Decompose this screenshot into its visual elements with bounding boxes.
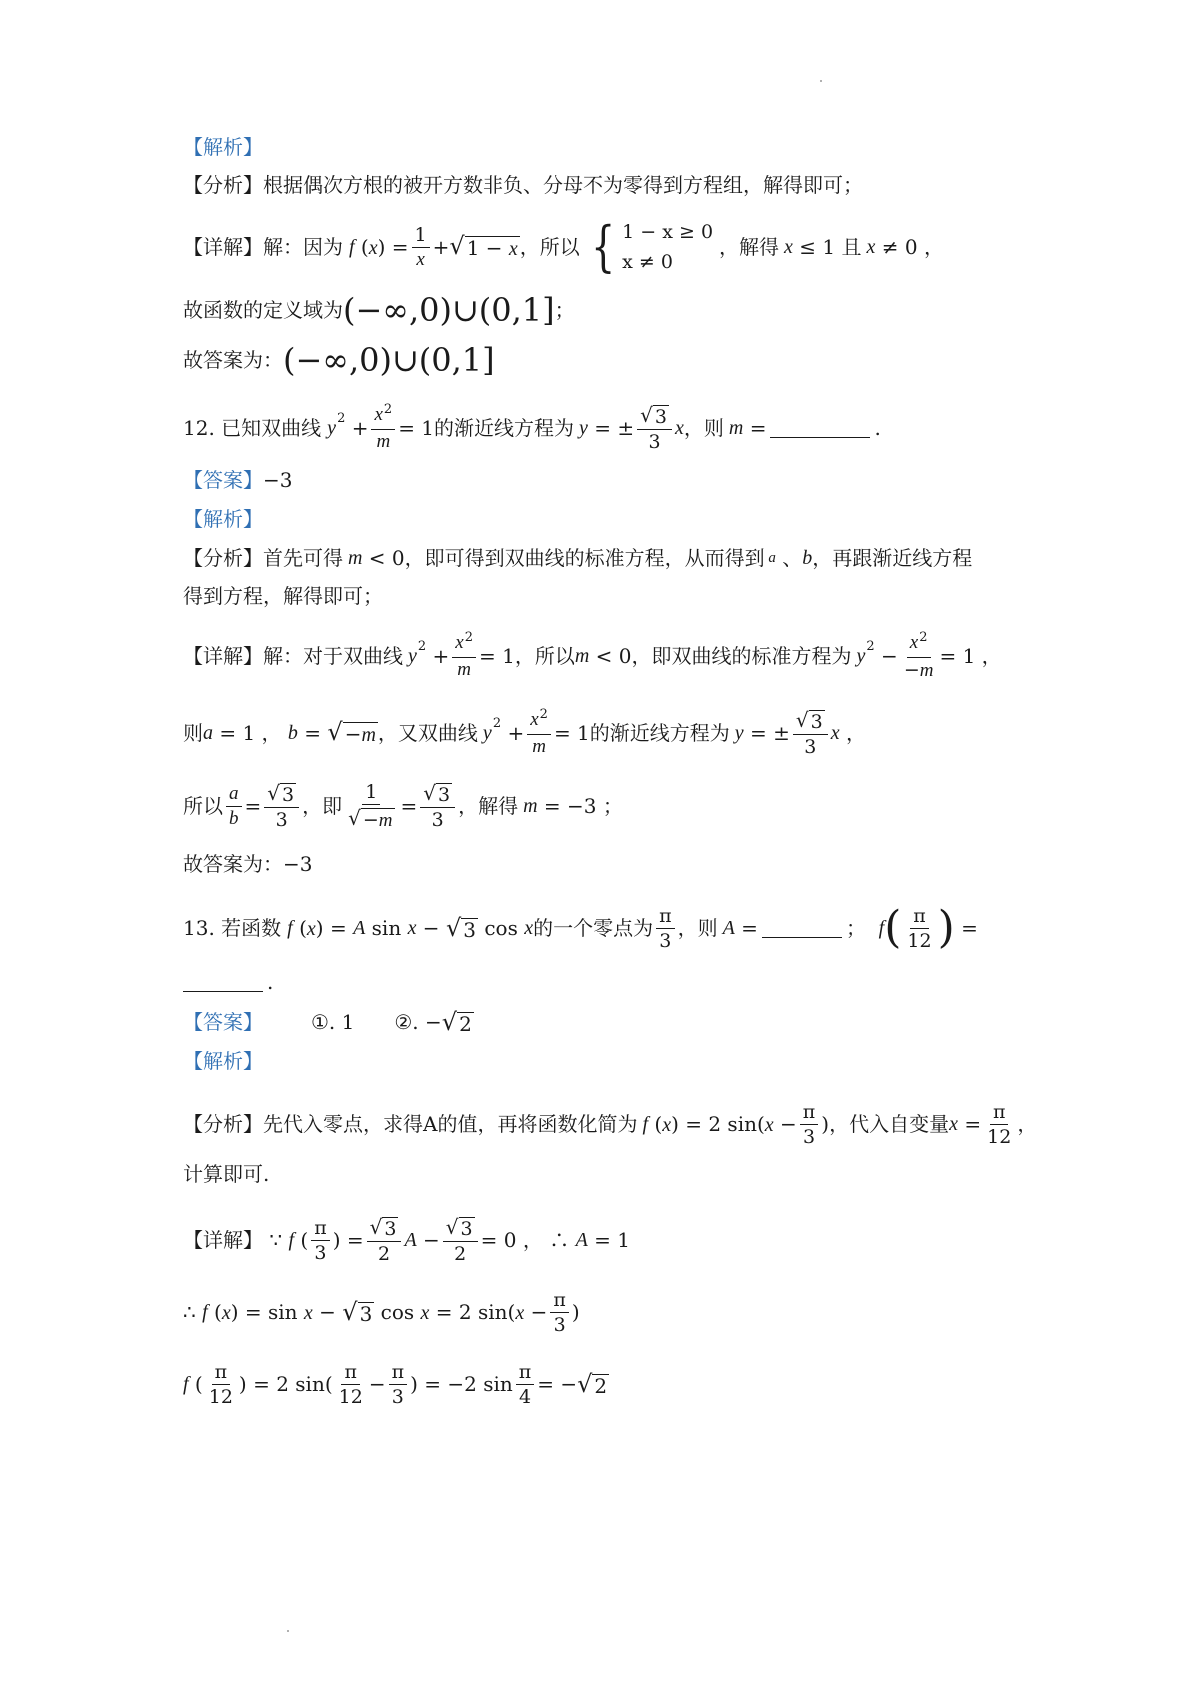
system-row-2: x ≠ 0 <box>622 251 673 273</box>
sqrt-3: √ 3 <box>445 913 476 942</box>
q12-xj-1: 解：对于双曲线 <box>263 644 403 668</box>
fraction-1-over-x: $\frac{1}{x}$ <box>412 224 430 271</box>
q13-stem: 13. 若函数 f (x) = A sin x − √ 3 cos x 的一个零点为 $\frac{\pi}{3}$ ，则 A = ； f ( $\frac{\pi}{12}$ ) = <box>183 902 978 953</box>
q11-fenxi <box>183 171 1050 199</box>
q12-ji: ，即 <box>302 794 343 818</box>
tag-fenxi: 【分析】 <box>183 546 263 570</box>
q12-final-label: 故答案为： <box>183 852 283 876</box>
q12-fenxi-1: 首先可得 <box>263 546 343 570</box>
fraction-pi-over-12: $\frac{\pi}{12}$ <box>907 904 932 952</box>
q11-xiangjie: 【详解】 解：因为 f (x) = $\frac{1}{x}$ + √ 1 − x ，所以 { 1 − x ≥ 0 x ≠ 0 ，解得 x ≤ 1 且 x ≠ 0 ， <box>183 215 944 278</box>
q11-answer-label: 故答案为： <box>183 348 283 372</box>
q12-jiexi-heading <box>183 505 1050 533</box>
tag-xiangjie: 【详解】 <box>183 235 263 259</box>
q11-domain-label: 故函数的定义域为 <box>183 298 343 322</box>
q13-stem-mid: 的一个零点为 <box>533 916 654 940</box>
sqrt-1-minus-x: √ 1 − x <box>449 232 518 260</box>
fraction-pi-over-12: $\frac{\pi}{12}$ <box>338 1360 363 1408</box>
fraction-x2-over-m: $\frac{x^2}{m}$ <box>371 403 395 453</box>
fraction-sqrt3-over-3: √ 3 3 <box>793 708 828 758</box>
q12-final-line <box>183 850 1050 878</box>
q13-answer-line: 【答案】 ①. 1 ②. − √ 2 <box>183 1007 472 1036</box>
q12-ab-line: 则 a = 1 ， b = √ −m ，又双曲线 y 2 + $\frac{x^2}{m}$ = 1 的渐近线方程为 y = ± √ 3 3 x ， <box>183 707 866 758</box>
q12-fenxi: 【分析】 首先可得 m < 0 ，即可得到双曲线的标准方程，从而得到 a 、 b ，再跟渐近线方程 <box>183 546 973 570</box>
q12-jiede: ，解得 <box>458 794 519 818</box>
q12-fenxi-2: ，即可得到双曲线的标准方程，从而得到 <box>404 546 765 570</box>
scan-speck <box>820 80 822 82</box>
fraction-1-over-sqrt-neg-m: 1 √ −m <box>348 780 393 831</box>
q12-stem-pre: 12. 已知双曲线 <box>183 416 322 440</box>
q11-domain-value: (−∞,0)∪(0,1] <box>343 291 555 329</box>
math-f: f <box>349 236 355 258</box>
q12-ratio-line: 所以 $\frac{a}{b}$ = √ 3 3 ，即 1 √ −m = √ 3 3 ，解得 m = −3 ； <box>183 780 623 831</box>
fraction-sqrt3-over-2: √ 3 2 <box>367 1215 402 1265</box>
q12-fenxi-3: ，再跟渐近线方程 <box>812 546 973 570</box>
q12-jianjin: 的渐近线方程为 <box>589 721 730 745</box>
q12-stem-post: ，则 <box>683 416 724 440</box>
q12-answer: −3 <box>263 468 293 492</box>
jiexi-heading <box>183 133 1050 161</box>
q13-fenxi-line2 <box>183 1160 1050 1188</box>
q12-stem: 12. 已知双曲线 y 2 + $\frac{x^2}{m}$ = 1 的渐近线方程为 y = ± √ 3 3 x ，则 m = . <box>183 402 881 453</box>
q12-fenxi-line2 <box>183 582 1050 610</box>
q13-xiangjie: 【详解】 ∵ f ( $\frac{\pi}{3}$ ) = √ 3 2 A − √ 3 2 = 0 ， ∴ A = 1 <box>183 1215 630 1265</box>
sqrt-2: √ 2 <box>577 1369 608 1398</box>
tag-fenxi: 【分析】 <box>183 173 263 197</box>
fraction-pi-over-12: $\frac{\pi}{12}$ <box>987 1100 1012 1148</box>
q12-suoyi: 所以 <box>183 794 223 818</box>
q12-final-value: −3 <box>283 852 313 876</box>
q11-xj-jie: 解：因为 <box>263 235 343 259</box>
q11-xj-jiede: ，解得 <box>719 235 780 259</box>
q13-evaluate-line: f ( $\frac{\pi}{12}$ ) = 2 sin( $\frac{\pi}{12}$ − $\frac{\pi}{3}$ ) = −2 sin $\frac{\pi}{4}$ = − √ 2 <box>183 1360 608 1408</box>
fraction-a-over-b: $\frac{a}{b}$ <box>226 783 242 830</box>
q13-fenxi: 【分析】 先代入零点，求得A的值，再将函数化简为 f (x) = 2 sin(x − $\frac{\pi}{3}$ ) ，代入自变量 x = $\frac{\pi}{12}$ ， <box>183 1100 1038 1148</box>
q12-answer-blank <box>770 419 870 438</box>
fraction-pi-over-12: $\frac{\pi}{12}$ <box>208 1360 233 1408</box>
q13-answer-1: ①. 1 <box>311 1010 355 1034</box>
fraction-pi-over-3: $\frac{\pi}{3}$ <box>389 1361 408 1408</box>
q13-fenxi-1: 先代入零点，求得A的值，再将函数化简为 <box>263 1112 638 1136</box>
tag-daan: 【答案】 <box>183 468 263 492</box>
equation-system: { 1 − x ≥ 0 x ≠ 0 <box>590 215 714 278</box>
tag-jiexi: 【解析】 <box>183 135 263 159</box>
q12-fenxi-line2-text: 得到方程，解得即可； <box>183 584 383 608</box>
q13-stem-pre: 13. 若函数 <box>183 916 282 940</box>
fraction-sqrt3-over-3: √ 3 3 <box>637 403 672 453</box>
q11-fenxi-text: 根据偶次方根的被开方数非负、分母不为零得到方程组，解得即可； <box>263 173 863 197</box>
sqrt-2: √ 2 <box>441 1007 472 1036</box>
q11-answer-value: (−∞,0)∪(0,1] <box>283 341 495 379</box>
q13-fenxi-line2-text: 计算即可. <box>183 1162 270 1186</box>
tag-xiangjie: 【详解】 <box>183 1228 263 1252</box>
q11-xj-suoyi: ，所以 <box>519 235 580 259</box>
q13-answer-blank-1 <box>762 919 842 938</box>
fraction-x2-over-m: $\frac{x^2}{m}$ <box>527 708 551 758</box>
q13-fenxi-2: ，代入自变量 <box>829 1112 950 1136</box>
q13-answer-blank-2 <box>183 973 263 992</box>
tag-jiexi: 【解析】 <box>183 507 263 531</box>
fraction-pi-over-3: $\frac{\pi}{3}$ <box>800 1101 819 1148</box>
q11-xj-qie: 且 <box>841 235 862 259</box>
q12-xiangjie: 【详解】 解：对于双曲线 y 2 + $\frac{x^2}{m}$ = 1 ，所以 m < 0 ，即双曲线的标准方程为 y 2 − $\frac{x^2}{-m}$ = 1 ， <box>183 629 1002 681</box>
tag-daan: 【答案】 <box>183 1010 263 1034</box>
fraction-sqrt3-over-3: √ 3 3 <box>420 781 455 831</box>
q12-xj-2: ，所以 <box>514 644 575 668</box>
q13-jiexi-heading <box>183 1047 1050 1075</box>
math-paren: (x) = <box>354 234 409 259</box>
q12-xj-3: ，即双曲线的标准方程为 <box>631 644 852 668</box>
sqrt-neg-m: √ −m <box>327 718 376 746</box>
q12-stem-mid: 的渐近线方程为 <box>434 416 575 440</box>
tag-fenxi: 【分析】 <box>183 1112 263 1136</box>
q12-answer-line <box>183 466 1050 494</box>
scan-speck <box>287 1630 289 1632</box>
tag-jiexi: 【解析】 <box>183 1049 263 1073</box>
fraction-x2-over-neg-m: $\frac{x^2}{-m}$ <box>903 629 934 681</box>
fraction-pi-over-3: $\frac{\pi}{3}$ <box>656 905 675 952</box>
fraction-pi-over-3: $\frac{\pi}{3}$ <box>311 1217 330 1264</box>
fraction-sqrt3-over-2: √ 3 2 <box>443 1215 478 1265</box>
q11-domain-line: 故函数的定义域为 (−∞,0)∪(0,1] ； <box>183 291 575 329</box>
q12-youshuang: ，又双曲线 <box>377 721 478 745</box>
sqrt-3: √ 3 <box>342 1297 373 1326</box>
q13-blank-line: . <box>183 968 1050 996</box>
q13-answer-2: ②. <box>394 1010 419 1034</box>
system-row-1: 1 − x ≥ 0 <box>622 221 714 243</box>
fraction-x2-over-m: $\frac{x^2}{m}$ <box>452 631 476 681</box>
q12-ze: 则 <box>183 721 203 745</box>
fraction-pi-over-4: $\frac{\pi}{4}$ <box>516 1361 535 1408</box>
tag-xiangjie: 【详解】 <box>183 644 263 668</box>
q13-stem-ze: ，则 <box>677 916 718 940</box>
q13-simplify-line: ∴ f (x) = sin x − √ 3 cos x = 2 sin(x − $\frac{\pi}{3}$ ) <box>183 1288 580 1336</box>
q11-answer-line <box>183 341 1050 379</box>
fraction-sqrt3-over-3: √ 3 3 <box>264 781 299 831</box>
fraction-pi-over-3: $\frac{\pi}{3}$ <box>550 1289 569 1336</box>
